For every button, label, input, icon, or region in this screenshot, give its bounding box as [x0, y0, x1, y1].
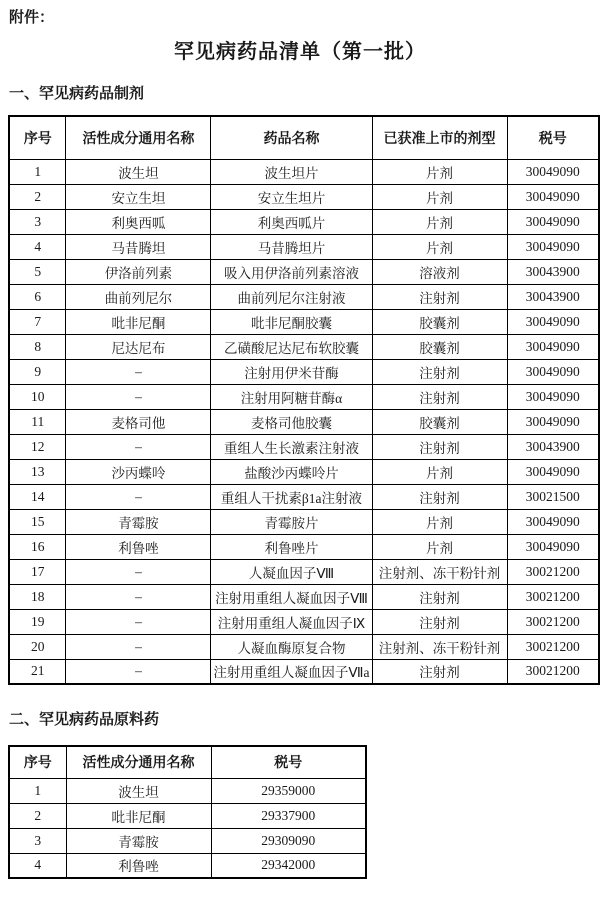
table-row — [9, 659, 599, 684]
table-cell: 吡非尼酮胶囊 — [211, 309, 372, 334]
table-cell: 注射剂 — [372, 284, 507, 309]
table-cell: 溶液剂 — [372, 259, 507, 284]
table-cell: 30021200 — [507, 659, 599, 684]
table-cell: 注射用重组人凝血因子Ⅷ — [211, 584, 372, 609]
document-title: 罕见病药品清单（第一批） — [174, 41, 426, 63]
table-cell: – — [66, 359, 211, 384]
attachment-label: 附件： — [9, 9, 55, 26]
column-header: 活性成分通用名称 — [66, 116, 211, 159]
table-row — [9, 284, 599, 309]
table-cell: 片剂 — [372, 534, 507, 559]
table-cell: 注射剂 — [372, 659, 507, 684]
table-cell: 注射剂 — [372, 609, 507, 634]
raw-materials-table — [8, 745, 367, 879]
table-cell: – — [66, 584, 211, 609]
table-cell: 30021200 — [507, 634, 599, 659]
table-cell: 4 — [9, 234, 66, 259]
table-cell: 30021200 — [507, 609, 599, 634]
table-cell: 麦格司他胶囊 — [211, 409, 372, 434]
table-cell: 曲前列尼尔 — [66, 284, 211, 309]
table-cell: 8 — [9, 334, 66, 359]
table-cell: 注射剂、冻干粉针剂 — [372, 559, 507, 584]
table-cell: 注射剂 — [372, 584, 507, 609]
table-cell: 片剂 — [372, 209, 507, 234]
table-row — [9, 409, 599, 434]
column-header: 药品名称 — [211, 116, 372, 159]
table-cell: 人凝血因子Ⅷ — [211, 559, 372, 584]
header-row — [9, 746, 366, 778]
table-cell: 安立生坦 — [66, 184, 211, 209]
table-cell: 30049090 — [507, 309, 599, 334]
table-cell: 青霉胺 — [66, 828, 211, 853]
table-cell: 青霉胺片 — [211, 509, 372, 534]
preparations-table — [8, 115, 600, 685]
table-cell: 3 — [9, 828, 66, 853]
table-cell: 注射剂 — [372, 484, 507, 509]
table-cell: – — [66, 434, 211, 459]
table-cell: 重组人生长激素注射液 — [211, 434, 372, 459]
table-cell: 30049090 — [507, 209, 599, 234]
raw-materials-table-header — [9, 746, 366, 778]
table-cell: 30049090 — [507, 184, 599, 209]
table-cell: 6 — [9, 284, 66, 309]
table-cell: 沙丙蝶呤 — [66, 459, 211, 484]
table-cell: 12 — [9, 434, 66, 459]
table-cell: 盐酸沙丙蝶呤片 — [211, 459, 372, 484]
section-1-heading: 一、罕见病药品制剂 — [9, 85, 145, 102]
table-row — [9, 853, 366, 878]
table-cell: – — [66, 559, 211, 584]
table-row — [9, 534, 599, 559]
table-cell: 片剂 — [372, 184, 507, 209]
table-cell: 利鲁唑 — [66, 853, 211, 878]
table-row — [9, 184, 599, 209]
table-row — [9, 484, 599, 509]
raw-materials-table-body — [9, 778, 366, 878]
table-cell: 3 — [9, 209, 66, 234]
table-cell: 1 — [9, 159, 66, 184]
table-cell: 14 — [9, 484, 66, 509]
table-cell: 2 — [9, 803, 66, 828]
table-cell: 注射剂 — [372, 384, 507, 409]
column-header: 序号 — [9, 116, 66, 159]
table-row — [9, 334, 599, 359]
table-cell: 2 — [9, 184, 66, 209]
table-cell: 胶囊剂 — [372, 334, 507, 359]
table-cell: 吸入用伊洛前列素溶液 — [211, 259, 372, 284]
preparations-table-header — [9, 116, 599, 159]
table-cell: 30049090 — [507, 359, 599, 384]
table-cell: 10 — [9, 384, 66, 409]
table-row — [9, 609, 599, 634]
table-cell: 29337900 — [211, 803, 366, 828]
section-2-heading: 二、罕见病药品原料药 — [9, 711, 160, 728]
table-row — [9, 209, 599, 234]
table-cell: – — [66, 484, 211, 509]
table-row — [9, 434, 599, 459]
table-cell: 16 — [9, 534, 66, 559]
table-cell: 1 — [9, 778, 66, 803]
table-row — [9, 359, 599, 384]
table-cell: 注射用重组人凝血因子Ⅶa — [211, 659, 372, 684]
table-cell: 19 — [9, 609, 66, 634]
table-row — [9, 559, 599, 584]
table-cell: 片剂 — [372, 159, 507, 184]
table-cell: 11 — [9, 409, 66, 434]
preparations-table-body — [9, 159, 599, 684]
table-cell: 30021500 — [507, 484, 599, 509]
table-row — [9, 159, 599, 184]
table-cell: 片剂 — [372, 509, 507, 534]
table-cell: 伊洛前列素 — [66, 259, 211, 284]
table-row — [9, 778, 366, 803]
table-cell: 29309090 — [211, 828, 366, 853]
table-cell: 利奥西呱片 — [211, 209, 372, 234]
table-row — [9, 803, 366, 828]
table-cell: – — [66, 609, 211, 634]
table-row — [9, 828, 366, 853]
table-cell: 乙磺酸尼达尼布软胶囊 — [211, 334, 372, 359]
table-cell: 30049090 — [507, 334, 599, 359]
table-cell: 20 — [9, 634, 66, 659]
table-cell: 29342000 — [211, 853, 366, 878]
table-cell: 5 — [9, 259, 66, 284]
table-cell: – — [66, 634, 211, 659]
column-header: 序号 — [9, 746, 66, 778]
table-cell: 波生坦片 — [211, 159, 372, 184]
table-cell: 30049090 — [507, 509, 599, 534]
table-cell: 片剂 — [372, 459, 507, 484]
table-cell: 人凝血酶原复合物 — [211, 634, 372, 659]
table-cell: 30049090 — [507, 384, 599, 409]
table-cell: 18 — [9, 584, 66, 609]
table-cell: 吡非尼酮 — [66, 309, 211, 334]
table-cell: 波生坦 — [66, 778, 211, 803]
table-cell: 21 — [9, 659, 66, 684]
table-cell: 30049090 — [507, 234, 599, 259]
table-cell: 注射用重组人凝血因子Ⅸ — [211, 609, 372, 634]
table-cell: 片剂 — [372, 234, 507, 259]
table-row — [9, 309, 599, 334]
table-cell: 注射用伊米苷酶 — [211, 359, 372, 384]
table-cell: 胶囊剂 — [372, 409, 507, 434]
table-cell: – — [66, 659, 211, 684]
table-cell: 胶囊剂 — [372, 309, 507, 334]
table-cell: 15 — [9, 509, 66, 534]
table-row — [9, 384, 599, 409]
table-cell: 曲前列尼尔注射液 — [211, 284, 372, 309]
table-cell: 吡非尼酮 — [66, 803, 211, 828]
table-cell: 波生坦 — [66, 159, 211, 184]
column-header: 税号 — [211, 746, 366, 778]
table-cell: 30049090 — [507, 459, 599, 484]
table-cell: 安立生坦片 — [211, 184, 372, 209]
table-cell: – — [66, 384, 211, 409]
table-cell: 9 — [9, 359, 66, 384]
table-cell: 马昔腾坦片 — [211, 234, 372, 259]
table-cell: 利鲁唑片 — [211, 534, 372, 559]
table-cell: 利鲁唑 — [66, 534, 211, 559]
table-cell: 马昔腾坦 — [66, 234, 211, 259]
table-cell: 30043900 — [507, 259, 599, 284]
column-header: 已获准上市的剂型 — [372, 116, 507, 159]
table-cell: 重组人干扰素β1a注射液 — [211, 484, 372, 509]
table-cell: 注射剂、冻干粉针剂 — [372, 634, 507, 659]
table-cell: 30043900 — [507, 284, 599, 309]
table-cell: 青霉胺 — [66, 509, 211, 534]
column-header: 活性成分通用名称 — [66, 746, 211, 778]
table-cell: 利奥西呱 — [66, 209, 211, 234]
table-cell: 4 — [9, 853, 66, 878]
table-cell: 30049090 — [507, 409, 599, 434]
table-row — [9, 259, 599, 284]
table-row — [9, 509, 599, 534]
table-cell: 30049090 — [507, 159, 599, 184]
column-header: 税号 — [507, 116, 599, 159]
table-cell: 注射用阿糖苷酶α — [211, 384, 372, 409]
table-cell: 30049090 — [507, 534, 599, 559]
table-cell: 注射剂 — [372, 434, 507, 459]
table-row — [9, 234, 599, 259]
table-cell: 17 — [9, 559, 66, 584]
table-row — [9, 584, 599, 609]
header-row — [9, 116, 599, 159]
table-row — [9, 459, 599, 484]
table-cell: 13 — [9, 459, 66, 484]
table-row — [9, 634, 599, 659]
table-cell: 注射剂 — [372, 359, 507, 384]
table-cell: 尼达尼布 — [66, 334, 211, 359]
table-cell: 麦格司他 — [66, 409, 211, 434]
table-cell: 7 — [9, 309, 66, 334]
table-cell: 30021200 — [507, 584, 599, 609]
table-cell: 30043900 — [507, 434, 599, 459]
table-cell: 30021200 — [507, 559, 599, 584]
table-cell: 29359000 — [211, 778, 366, 803]
